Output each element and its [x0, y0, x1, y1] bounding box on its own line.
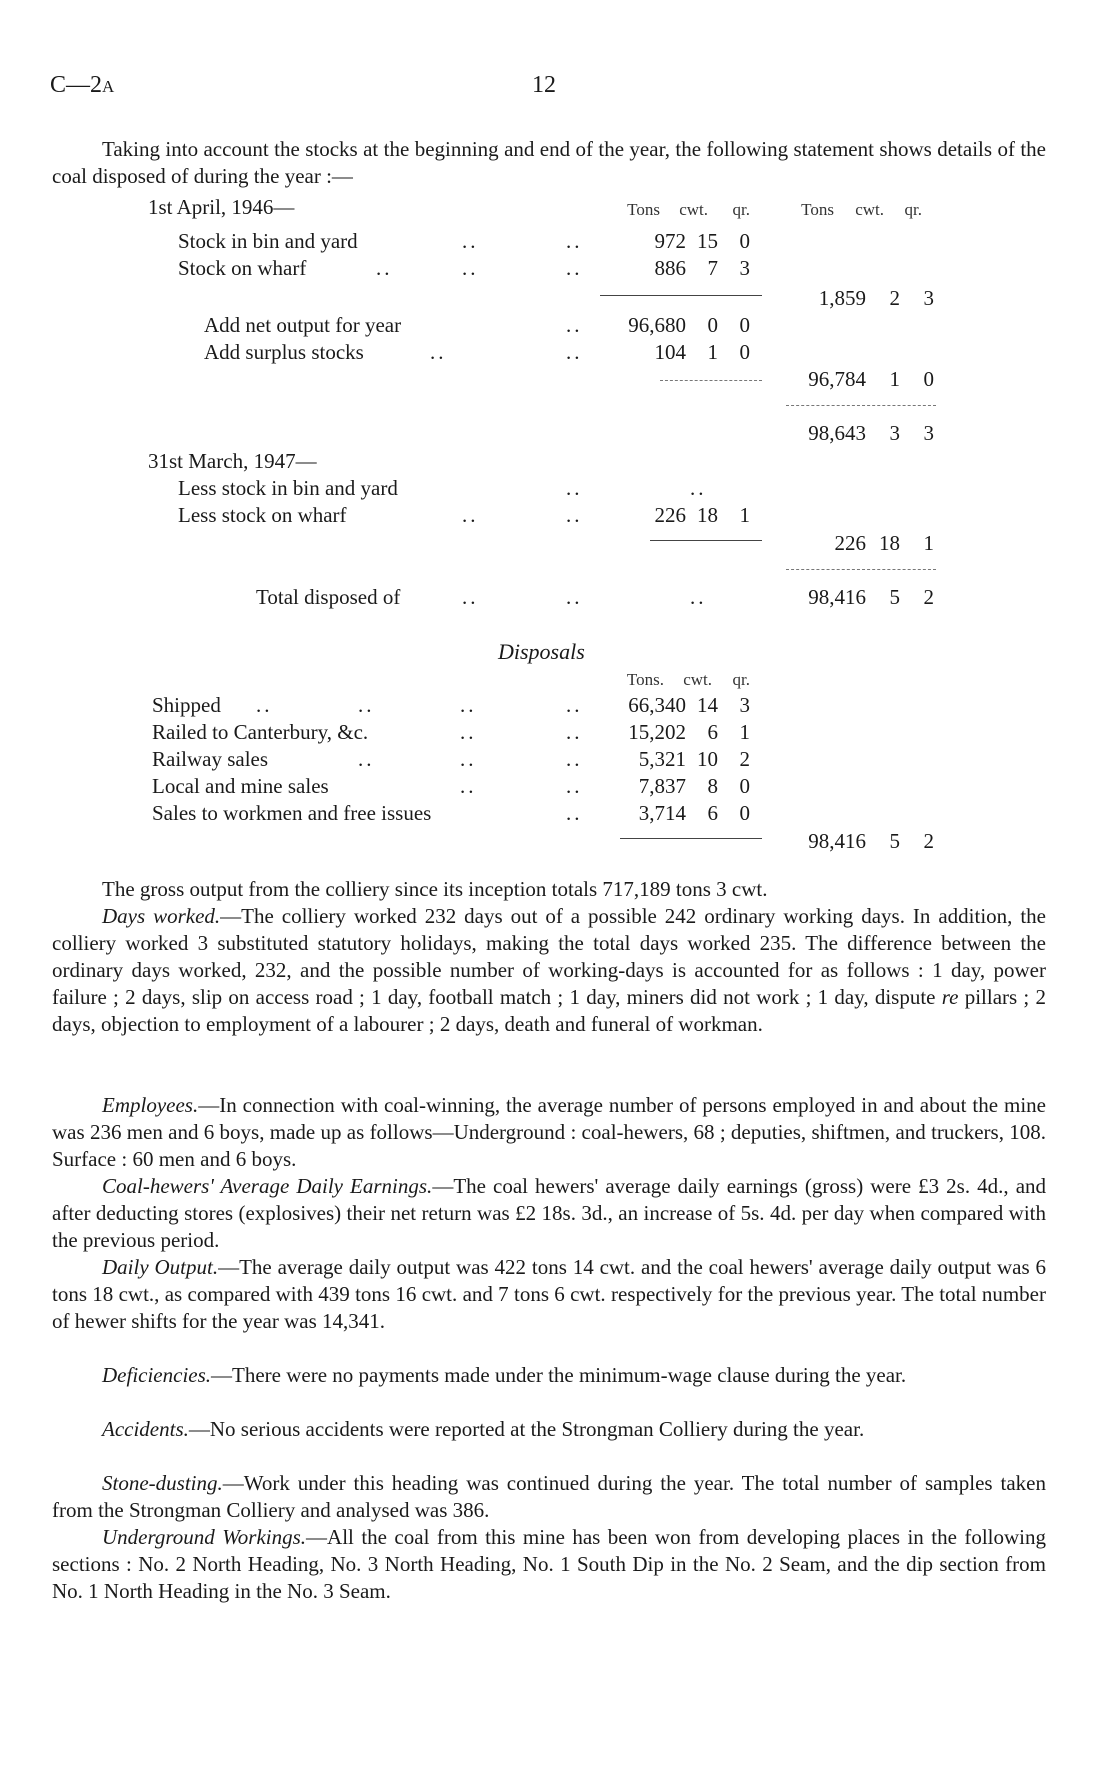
stock-wharf-cwt: 7: [707, 256, 718, 280]
subtotal-rule: [650, 540, 762, 541]
subtotal3-tons: 98,643: [808, 421, 866, 445]
total-tons: 98,416: [808, 585, 866, 609]
disposal-qr: 0: [739, 774, 750, 798]
net-output-label: Add net output for year: [204, 313, 402, 337]
disposal-qr: 0: [739, 801, 750, 825]
leader-dots: ..: [462, 229, 479, 253]
opening-date: 1st April, 1946—: [148, 195, 295, 219]
leader-dots: ..: [358, 747, 375, 771]
disposal-tons: 66,340: [628, 693, 686, 717]
days-worked-body-end: pillars ; 2 days, objection to employment of a labourer ; 2 days, death and funeral of workman.: [52, 985, 1047, 1036]
subtotal1-tons: 1,859: [818, 286, 866, 310]
disposals-header-cwt: cwt.: [683, 670, 712, 689]
subtotal2-cwt: 1: [889, 367, 900, 391]
surplus-tons: 104: [654, 340, 686, 364]
stone-dusting-body: —Work under this heading was continued during the year. The total number of samples taken from the Strongman Colliery and analysed was 386.: [52, 1471, 1046, 1522]
subtotal4-cwt: 18: [879, 531, 900, 555]
accidents-body: —No serious accidents were reported at the Strongman Colliery during the year.: [188, 1417, 865, 1441]
leader-dots: ..: [566, 774, 583, 798]
days-worked-body: —The colliery worked 232 days out of a possible 242 ordinary working days. In addition, the colliery worked 3 substituted statutory holidays, making the total days worked 235. The difference between the ordinary days worked, 232, and the possible number of working-days is accounted for as follows : 1 day, power failure ; 2 days, slip on access road ; 1 day, football match ; 1 day, miners did not work ; 1 day, dispute: [52, 904, 1047, 1009]
deficiencies-heading: Deficiencies.: [102, 1363, 212, 1387]
leader-dots: ..: [430, 340, 447, 364]
subtotal-rule: [660, 380, 762, 381]
underground-workings-paragraph: [52, 1524, 1046, 1605]
total-rule: [786, 569, 936, 570]
employees-paragraph: [52, 1092, 1046, 1173]
less-wharf-label: Less stock on wharf: [178, 503, 347, 527]
surplus-cwt: 1: [707, 340, 718, 364]
disposal-cwt: 8: [707, 774, 718, 798]
surplus-qr: 0: [739, 340, 750, 364]
subtotal-rule: [786, 405, 936, 406]
leader-dots: ..: [566, 476, 583, 500]
leader-dots: ..: [460, 720, 477, 744]
disposal-tons: 3,714: [638, 801, 686, 825]
subtotal4-qr: 1: [923, 531, 934, 555]
stock-wharf-label: Stock on wharf: [178, 256, 307, 280]
total-label: Total disposed of: [256, 585, 401, 609]
disposal-qr: 1: [739, 720, 750, 744]
days-worked-re: re: [941, 985, 959, 1009]
header-tons: Tons: [627, 200, 660, 219]
leader-dots: ..: [256, 693, 273, 717]
stone-dusting-heading: Stone-dusting.: [102, 1471, 223, 1495]
subtotal2-tons: 96,784: [808, 367, 866, 391]
employees-heading: Employees.: [102, 1093, 199, 1117]
stock-bin-cwt: 15: [697, 229, 718, 253]
leader-dots: ..: [460, 774, 477, 798]
document-code: [50, 72, 114, 100]
earnings-body: —The coal hewers' average daily earnings (gross) were £3 2s. 4d., and after deducting stores (explosives) their net return was £2 18s. 3d., an increase of 5s. 4d. per day when compared with the previous period.: [52, 1174, 1047, 1252]
daily-output-paragraph: [52, 1254, 1046, 1335]
net-output-cwt: 0: [707, 313, 718, 337]
disposal-tons: 7,837: [638, 774, 686, 798]
disposal-tons: 5,321: [638, 747, 686, 771]
daily-output-heading: Daily Output.: [102, 1255, 219, 1279]
leader-dots: ..: [566, 801, 583, 825]
disposals-total-rule: [620, 838, 762, 839]
document-code-suffix: A: [102, 77, 115, 96]
less-wharf-tons: 226: [654, 503, 686, 527]
subtotal1-cwt: 2: [889, 286, 900, 310]
disposal-cwt: 10: [697, 747, 718, 771]
disposal-tons: 15,202: [628, 720, 686, 744]
intro-paragraph: Taking into account the stocks at the beginning and end of the year, the following statement shows details of the coal disposed of during the year :—: [52, 137, 1046, 188]
total-cwt: 5: [889, 585, 900, 609]
less-wharf-qr: 1: [739, 503, 750, 527]
stock-bin-qr: 0: [739, 229, 750, 253]
underground-workings-body: —All the coal from this mine has been won from developing places in the following sections : No. 2 North Heading, No. 3 North Heading, No. 1 South Dip in the No. 2 Seam, and the dip section from No. 1 North Heading in the No. 3 Seam.: [52, 1525, 1047, 1603]
days-worked-paragraph: [52, 903, 1046, 1038]
leader-dots: ..: [566, 693, 583, 717]
disposal-qr: 3: [739, 693, 750, 717]
header-tons-2: Tons: [801, 200, 834, 219]
leader-dots: ..: [462, 503, 479, 527]
leader-dots: ..: [358, 693, 375, 717]
header-qr-2: qr.: [904, 200, 922, 219]
disposal-qr: 2: [739, 747, 750, 771]
leader-dots: ..: [462, 585, 479, 609]
leader-dots: ..: [566, 503, 583, 527]
page-number: 12: [532, 72, 556, 98]
deficiencies-paragraph: [52, 1362, 1046, 1389]
leader-dots: ..: [566, 229, 583, 253]
leader-dots: ..: [566, 256, 583, 280]
disposal-cwt: 6: [707, 720, 718, 744]
total-qr: 2: [923, 585, 934, 609]
deficiencies-body: —There were no payments made under the minimum-wage clause during the year.: [211, 1363, 907, 1387]
subtotal2-qr: 0: [923, 367, 934, 391]
closing-date: 31st March, 1947—: [148, 449, 317, 473]
leader-dots: ..: [566, 720, 583, 744]
disposal-label: Railway sales: [152, 747, 269, 771]
leader-dots: ..: [460, 747, 477, 771]
disposals-total-tons: 98,416: [808, 829, 866, 853]
subtotal4-tons: 226: [834, 531, 866, 555]
stock-wharf-qr: 3: [739, 256, 750, 280]
subtotal3-qr: 3: [923, 421, 934, 445]
disposal-label: Shipped: [152, 693, 221, 717]
subtotal-rule: [600, 295, 762, 296]
disposals-header-tons: Tons.: [626, 670, 664, 689]
disposals-header-qr: qr.: [732, 670, 750, 689]
leader-dots: ..: [690, 585, 707, 609]
disposals-total-cwt: 5: [889, 829, 900, 853]
header-qr: qr.: [732, 200, 750, 219]
accidents-paragraph: [52, 1416, 1046, 1443]
stock-wharf-tons: 886: [654, 256, 686, 280]
stock-bin-tons: 972: [654, 229, 686, 253]
days-worked-heading: Days worked.: [102, 904, 221, 928]
accidents-heading: Accidents.: [102, 1417, 189, 1441]
disposal-cwt: 14: [697, 693, 718, 717]
disposals-title: Disposals: [498, 639, 585, 664]
net-output-qr: 0: [739, 313, 750, 337]
stone-dusting-paragraph: [52, 1470, 1046, 1524]
disposal-label: Local and mine sales: [152, 774, 329, 798]
header-cwt-2: cwt.: [855, 200, 884, 219]
subtotal1-qr: 3: [923, 286, 934, 310]
surplus-label: Add surplus stocks: [204, 340, 364, 364]
leader-dots: ..: [690, 476, 707, 500]
daily-output-body: —The average daily output was 422 tons 14 cwt. and the coal hewers' average daily output was 6 tons 18 cwt., as compared with 439 tons 16 cwt. and 7 tons 6 cwt. respectively for the previous year. The total number of hewer shifts for the year was 14,341.: [52, 1255, 1047, 1333]
subtotal3-cwt: 3: [889, 421, 900, 445]
earnings-paragraph: [52, 1173, 1046, 1254]
leader-dots: ..: [566, 340, 583, 364]
leader-dots: ..: [566, 585, 583, 609]
less-bin-label: Less stock in bin and yard: [178, 476, 398, 500]
leader-dots: ..: [462, 256, 479, 280]
earnings-heading: Coal-hewers' Average Daily Earnings.: [102, 1174, 433, 1198]
underground-workings-heading: Underground Workings.: [102, 1525, 307, 1549]
header-cwt: cwt.: [679, 200, 708, 219]
document-code-main: C—2: [50, 72, 103, 98]
net-output-tons: 96,680: [628, 313, 686, 337]
gross-output-paragraph: The gross output from the colliery since its inception totals 717,189 tons 3 cwt.: [102, 877, 768, 901]
less-wharf-cwt: 18: [697, 503, 718, 527]
leader-dots: ..: [566, 313, 583, 337]
disposal-cwt: 6: [707, 801, 718, 825]
leader-dots: ..: [376, 256, 393, 280]
disposal-label: Railed to Canterbury, &c.: [152, 720, 369, 744]
disposals-total-qr: 2: [923, 829, 934, 853]
disposal-label: Sales to workmen and free issues: [152, 801, 432, 825]
leader-dots: ..: [460, 693, 477, 717]
leader-dots: ..: [566, 747, 583, 771]
stock-bin-label: Stock in bin and yard: [178, 229, 358, 253]
employees-body: —In connection with coal-winning, the average number of persons employed in and about the mine was 236 men and 6 boys, made up as follows—Underground : coal-hewers, 68 ; deputies, shiftmen, and truckers, 108. Surface : 60 men and 6 boys.: [52, 1093, 1046, 1171]
